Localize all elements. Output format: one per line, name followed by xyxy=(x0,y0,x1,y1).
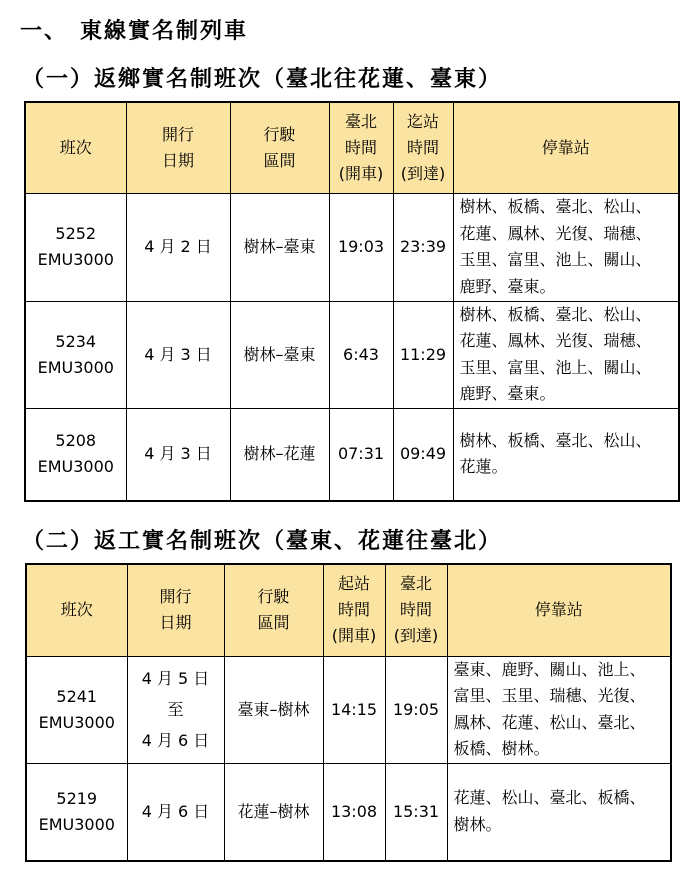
stops-cell: 樹林、板橋、臺北、松山、 花蓮。 xyxy=(453,408,679,501)
stops-cell: 臺東、鹿野、關山、池上、 富里、玉里、瑞穗、光復、 鳳林、花蓮、松山、臺北、 板橋、樹林。 xyxy=(447,656,671,763)
date-cell: 4 月 5 日 至 4 月 6 日 xyxy=(127,656,224,763)
train-cell: 5252 EMU3000 xyxy=(25,193,126,301)
header-route: 行駛 區間 xyxy=(224,564,323,656)
table-header-row xyxy=(26,564,671,656)
schedule-table-return-home xyxy=(24,101,680,502)
title-number: 一、 xyxy=(20,18,69,44)
section-heading-return-home: （一）返鄉實名制班次（臺北往花蓮、臺東） xyxy=(22,66,503,92)
route-cell: 花蓮–樹林 xyxy=(224,763,323,861)
departure-cell: 6:43 xyxy=(329,301,393,408)
page-title xyxy=(20,14,248,45)
departure-cell: 19:03 xyxy=(329,193,393,301)
date-cell: 4 月 3 日 xyxy=(126,408,230,501)
stops-cell: 樹林、板橋、臺北、松山、 花蓮、鳳林、光復、瑞穗、 玉里、富里、池上、關山、 鹿野、臺東。 xyxy=(453,301,679,408)
header-stops: 停靠站 xyxy=(447,564,671,656)
departure-cell: 07:31 xyxy=(329,408,393,501)
table-header-row xyxy=(25,102,679,193)
route-cell: 樹林–臺東 xyxy=(230,301,329,408)
train-cell: 5234 EMU3000 xyxy=(25,301,126,408)
table-row xyxy=(25,408,679,501)
header-train: 班次 xyxy=(26,564,127,656)
arrival-cell: 09:49 xyxy=(393,408,453,501)
arrival-cell: 19:05 xyxy=(385,656,447,763)
arrival-cell: 11:29 xyxy=(393,301,453,408)
date-cell: 4 月 2 日 xyxy=(126,193,230,301)
route-cell: 樹林–花蓮 xyxy=(230,408,329,501)
table-row xyxy=(26,656,671,763)
header-arrival: 迄站 時間 (到達) xyxy=(393,102,453,193)
header-date: 開行 日期 xyxy=(126,102,230,193)
header-departure: 臺北 時間 (開車) xyxy=(329,102,393,193)
arrival-cell: 23:39 xyxy=(393,193,453,301)
header-stops: 停靠站 xyxy=(453,102,679,193)
stops-cell: 樹林、板橋、臺北、松山、 花蓮、鳳林、光復、瑞穗、 玉里、富里、池上、關山、 鹿野、臺東。 xyxy=(453,193,679,301)
train-cell: 5219 EMU3000 xyxy=(26,763,127,861)
title-text: 東線實名制列車 xyxy=(80,18,249,44)
date-cell: 4 月 3 日 xyxy=(126,301,230,408)
route-cell: 臺東–樹林 xyxy=(224,656,323,763)
arrival-cell: 15:31 xyxy=(385,763,447,861)
table-row xyxy=(25,301,679,408)
header-departure: 起站 時間 (開車) xyxy=(323,564,385,656)
table-row xyxy=(26,763,671,861)
header-date: 開行 日期 xyxy=(127,564,224,656)
header-route: 行駛 區間 xyxy=(230,102,329,193)
schedule-table-return-work xyxy=(25,563,672,862)
train-cell: 5241 EMU3000 xyxy=(26,656,127,763)
header-train: 班次 xyxy=(25,102,126,193)
section-heading-return-work: （二）返工實名制班次（臺東、花蓮往臺北） xyxy=(22,528,503,554)
route-cell: 樹林–臺東 xyxy=(230,193,329,301)
train-cell: 5208 EMU3000 xyxy=(25,408,126,501)
header-arrival: 臺北 時間 (到達) xyxy=(385,564,447,656)
departure-cell: 14:15 xyxy=(323,656,385,763)
departure-cell: 13:08 xyxy=(323,763,385,861)
table-row xyxy=(25,193,679,301)
date-cell: 4 月 6 日 xyxy=(127,763,224,861)
stops-cell: 花蓮、松山、臺北、板橋、 樹林。 xyxy=(447,763,671,861)
